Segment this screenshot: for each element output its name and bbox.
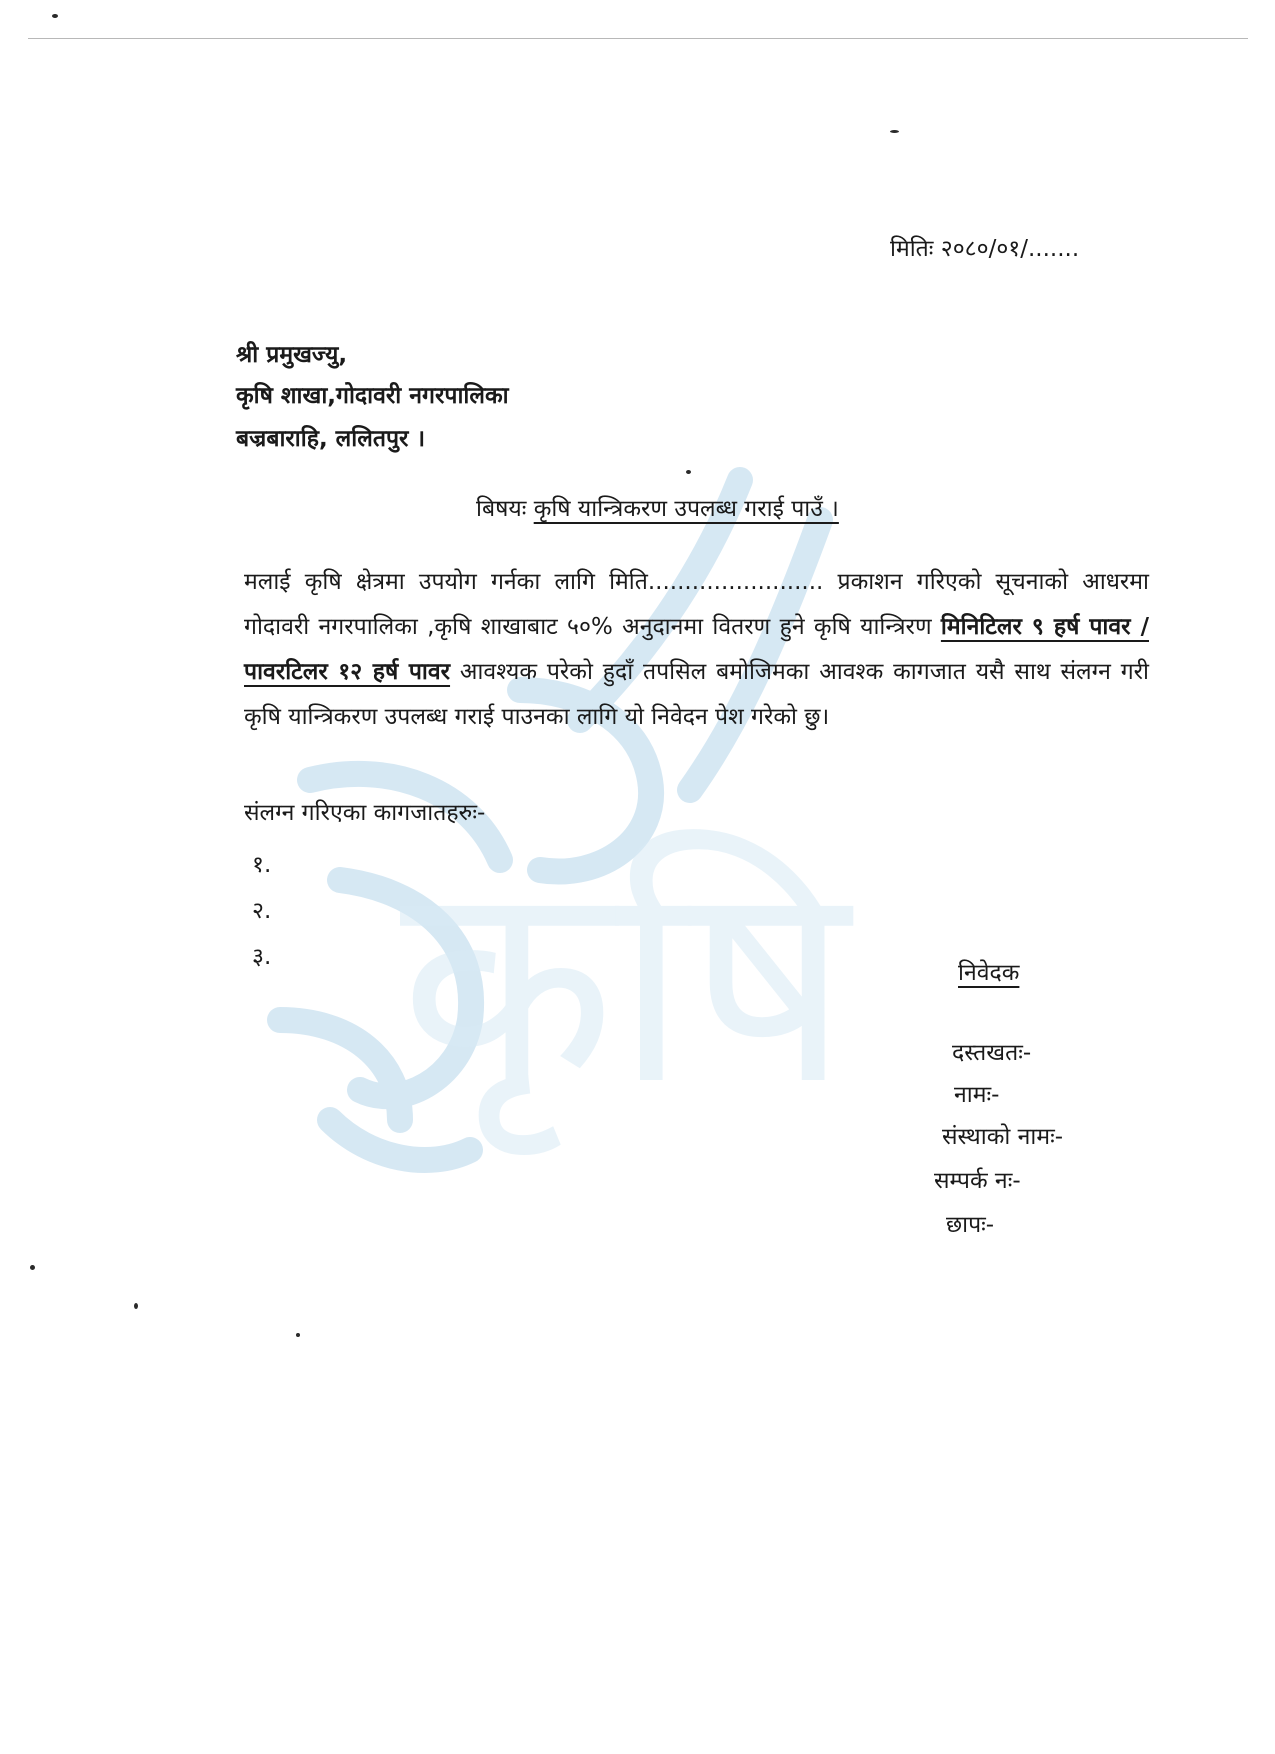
body-text-part1: मलाई कृषि क्षेत्रमा उपयोग गर्नका लागि मिति........................ प्रकाशन गरिएको सूचनाको आधरमा गोदावरी नगरपालिका ,कृषि शाखाबाट ५०% अनुदानमा वितरण हुने कृषि यान्त्रिरण (244, 569, 1149, 640)
recipient-address: बज्रबाराहि, ललितपुर । (236, 426, 426, 452)
name-field: नामः- (954, 1082, 1000, 1108)
attachment-item-2: २. (252, 898, 272, 924)
organization-name-field: संस्थाको नामः- (942, 1124, 1064, 1150)
recipient-office: कृषि शाखा,गोदावरी नगरपालिका (236, 383, 509, 409)
scan-speck (686, 470, 691, 474)
attachments-heading: संलग्न गरिएका कागजातहरुः- (244, 800, 486, 826)
scan-speck (52, 14, 58, 18)
applicant-heading: निवेदक (958, 960, 1020, 986)
subject-line (476, 496, 839, 524)
subject-text: कृषि यान्त्रिकरण उपलब्ध गराई पाउँ । (533, 496, 839, 522)
body-paragraph (244, 560, 1149, 740)
attachment-item-3: ३. (252, 944, 272, 970)
recipient-title: श्री प्रमुखज्यु, (236, 342, 348, 368)
scan-speck (134, 1303, 138, 1309)
scan-speck (890, 130, 899, 133)
attachment-item-1: १. (252, 852, 272, 878)
body-text-part2: आवश्यक परेको हुदाँ तपसिल बमोजिमका आवश्क कागजात यसै साथ संलग्न गरी कृषि यान्त्रिकरण उपलब्ध गराई पाउनका लागि यो निवेदन पेश गरेको छु। (244, 659, 1150, 730)
page-edge-rule (28, 38, 1248, 39)
watermark-text: कृषि (400, 821, 850, 1147)
scan-speck (296, 1333, 300, 1337)
stamp-field: छापः- (946, 1212, 995, 1238)
body-highlight: मिनिटिलर ९ हर्ष पावर / पावरटिलर १२ हर्ष पावर (244, 614, 1149, 685)
contact-number-field: सम्पर्क नः- (934, 1168, 1021, 1194)
date-line: मितिः २०८०/०१/....... (890, 236, 1080, 262)
signature-field: दस्तखतः- (952, 1040, 1032, 1066)
subject-label: बिषयः (476, 496, 527, 522)
scan-speck (30, 1265, 35, 1270)
